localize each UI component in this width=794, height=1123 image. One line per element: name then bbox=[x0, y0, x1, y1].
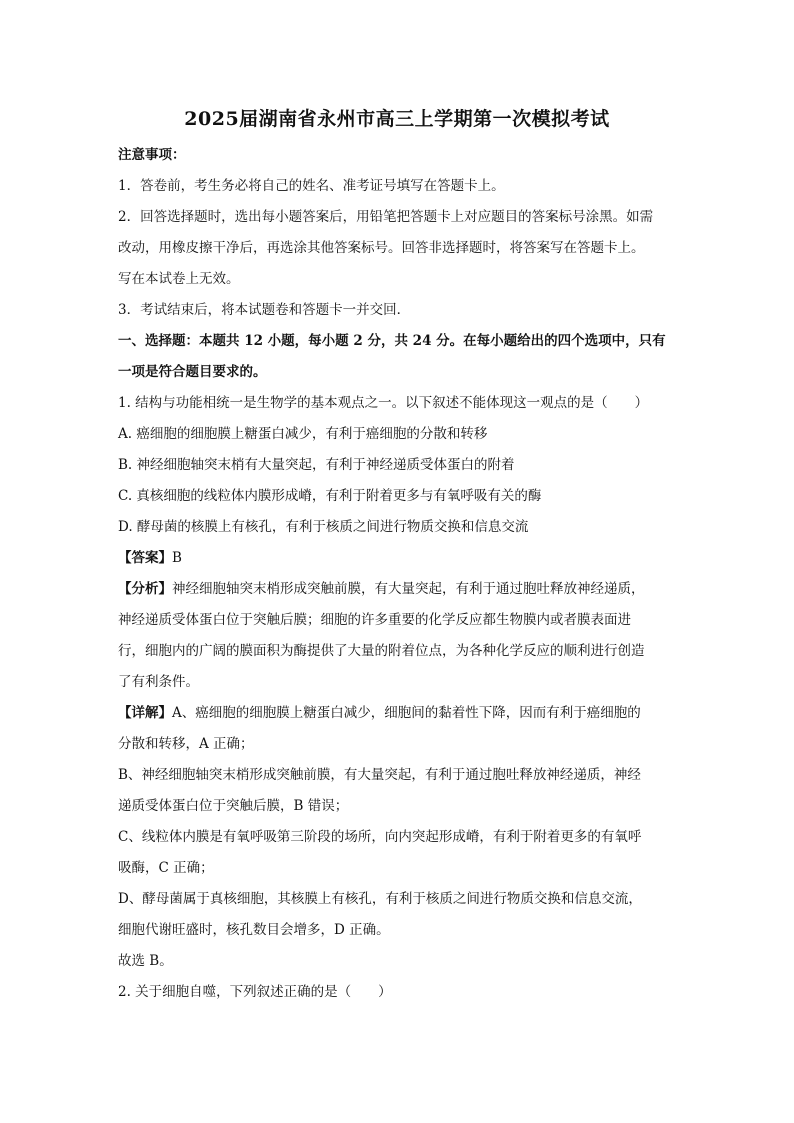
detail-text-1: A、癌细胞的细胞膜上糖蛋白减少，细胞间的黏着性下降，因而有利于癌细胞的 bbox=[172, 705, 641, 721]
detail-line-6: 吸酶，C 正确； bbox=[118, 860, 214, 876]
question-1-option-a: A. 癌细胞的细胞膜上糖蛋白减少，有利于癌细胞的分散和转移 bbox=[118, 426, 488, 442]
detail-line-3: B、神经细胞轴突末梢形成突触前膜，有大量突起，有利于通过胞吐释放神经递质，神经 bbox=[118, 767, 641, 783]
question-1-option-d: D. 酵母菌的核膜上有核孔，有利于核质之间进行物质交换和信息交流 bbox=[118, 519, 529, 535]
notice-2-line-2: 改动，用橡皮擦干净后，再选涂其他答案标号。回答非选择题时，将答案写在答题卡上。 bbox=[118, 240, 645, 256]
detail-line-8: 细胞代谢旺盛时，核孔数目会增多，D 正确。 bbox=[118, 922, 390, 938]
analysis-line-2: 神经递质受体蛋白位于突触后膜；细胞的许多重要的化学反应都生物膜内或者膜表面进 bbox=[118, 612, 631, 628]
analysis-line-3: 行，细胞内的广阔的膜面积为酶提供了大量的附着位点，为各种化学反应的顺利进行创造 bbox=[118, 643, 645, 659]
page-title: 2025届湖南省永州市高三上学期第一次模拟考试 bbox=[184, 108, 610, 130]
detail-line-5: C、线粒体内膜是有氧呼吸第三阶段的场所，向内突起形成嵴，有利于附着更多的有氧呼 bbox=[118, 829, 642, 845]
analysis-tag: 【分析】 bbox=[118, 581, 172, 597]
notice-2-line-1: 2．回答选择题时，选出每小题答案后，用铅笔把答题卡上对应题目的答案标号涂黑。如需 bbox=[118, 209, 654, 225]
detail-line-4: 递质受体蛋白位于突触后膜，B 错误； bbox=[118, 798, 349, 814]
conclusion-line: 故选 B。 bbox=[118, 953, 173, 969]
section-heading-line-1: 一、选择题：本题共 12 小题，每小题 2 分，共 24 分。在每小题给出的四个选项中，只有 bbox=[118, 333, 666, 349]
analysis-line-1 bbox=[118, 579, 678, 599]
detail-line-7: D、酵母菌属于真核细胞，其核膜上有核孔，有利于核质之间进行物质交换和信息交流， bbox=[118, 891, 642, 907]
question-1-stem: 1. 结构与功能相统一是生物学的基本观点之一。以下叙述不能体现这一观点的是（ ） bbox=[118, 395, 649, 411]
detail-line-2: 分散和转移，A 正确； bbox=[118, 736, 254, 752]
detail-line-1 bbox=[118, 703, 678, 723]
section-heading-line-2: 一项是符合题目要求的。 bbox=[118, 364, 267, 380]
question-1-option-c: C. 真核细胞的线粒体内膜形成嵴，有利于附着更多与有氧呼吸有关的酶 bbox=[118, 488, 542, 504]
notice-3: 3．考试结束后，将本试题卷和答题卡一并交回． bbox=[118, 302, 411, 318]
notice-heading: 注意事项： bbox=[118, 147, 186, 163]
analysis-text-1: 神经细胞轴突末梢形成突触前膜，有大量突起，有利于通过胞吐释放神经递质， bbox=[172, 581, 645, 597]
detail-tag: 【详解】 bbox=[118, 705, 172, 721]
answer-tag: 【答案】 bbox=[118, 550, 172, 566]
question-1-option-b: B. 神经细胞轴突末梢有大量突起，有利于神经递质受体蛋白的附着 bbox=[118, 457, 515, 473]
answer-value: B bbox=[172, 550, 182, 566]
analysis-line-4: 了有利条件。 bbox=[118, 674, 199, 690]
notice-2-line-3: 写在本试卷上无效。 bbox=[118, 271, 240, 287]
answer-line bbox=[118, 548, 678, 568]
question-2-stem: 2. 关于细胞自噬，下列叙述正确的是（ ） bbox=[118, 984, 392, 1000]
notice-1: 1．答卷前，考生务必将自己的姓名、准考证号填写在答题卡上。 bbox=[118, 178, 505, 194]
